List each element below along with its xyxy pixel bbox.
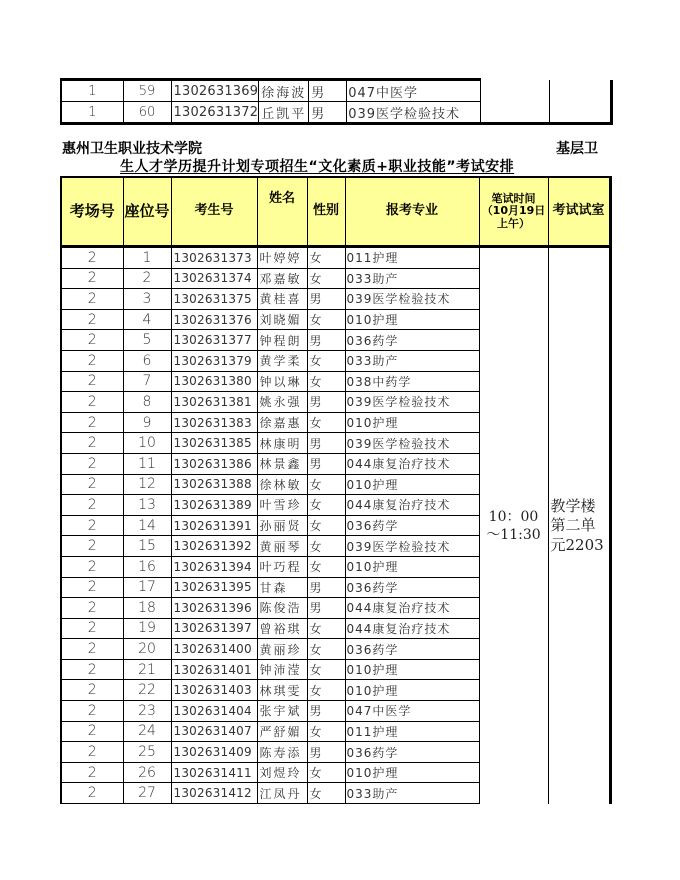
student-name: 陈寿添: [257, 742, 307, 763]
exam-id: 1302631401: [171, 659, 257, 680]
student-name: 林康明: [257, 433, 307, 454]
gender: 女: [307, 536, 345, 557]
exam-id: 1302631409: [171, 742, 257, 763]
seat-number: 60: [123, 102, 171, 124]
exam-room-line: 第二单: [550, 516, 596, 535]
student-name: 丘凯平: [259, 102, 309, 124]
header-seat: 座位号: [123, 177, 171, 247]
major: 044康复治疗技术: [345, 453, 479, 474]
seat-number: 2: [123, 268, 171, 289]
gender: 男: [307, 289, 345, 310]
exam-time-empty: [481, 102, 550, 124]
exam-id: 1302631395: [171, 577, 257, 598]
exam-room-line: 教学楼: [550, 496, 596, 515]
seat-number: 14: [123, 515, 171, 536]
student-name: 黄丽珍: [257, 639, 307, 660]
seat-number: 23: [123, 701, 171, 722]
room-number: 2: [61, 598, 123, 619]
seat-number: 8: [123, 392, 171, 413]
exam-id: 1302631379: [171, 350, 257, 371]
major: 044康复治疗技术: [345, 598, 479, 619]
major: 033助产: [345, 350, 479, 371]
gender: 男: [307, 598, 345, 619]
student-name: 叶巧程: [257, 556, 307, 577]
student-name: 徐嘉惠: [257, 412, 307, 433]
seat-number: 25: [123, 742, 171, 763]
seat-number: 22: [123, 680, 171, 701]
gender: 女: [307, 515, 345, 536]
room-number: 2: [61, 783, 123, 804]
exam-id: 1302631381: [171, 392, 257, 413]
exam-id: 1302631383: [171, 412, 257, 433]
major: 033助产: [345, 783, 479, 804]
table-row: [61, 80, 612, 102]
seat-number: 5: [123, 330, 171, 351]
exam-id: 1302631392: [171, 536, 257, 557]
header-time-line-1: 笔试时间: [491, 191, 536, 205]
gender: 女: [307, 412, 345, 433]
header-exam-time: [479, 177, 548, 247]
exam-id: 1302631385: [171, 433, 257, 454]
header-exam-room: 考试试室: [548, 177, 610, 247]
room-number: 2: [61, 639, 123, 660]
exam-room-empty: [550, 102, 612, 124]
student-name: 张宇斌: [257, 701, 307, 722]
room-number: 2: [61, 412, 123, 433]
table-row: [61, 247, 610, 269]
student-name: 叶婷婷: [257, 247, 307, 269]
student-name: 林景鑫: [257, 453, 307, 474]
major: 010护理: [345, 762, 479, 783]
exam-id: 1302631372: [171, 102, 259, 124]
previous-room-table: [60, 78, 613, 125]
room-number: 2: [61, 680, 123, 701]
gender: 女: [307, 350, 345, 371]
gender: 男: [307, 577, 345, 598]
room-number: 2: [61, 371, 123, 392]
exam-id: 1302631397: [171, 618, 257, 639]
major: 033助产: [345, 268, 479, 289]
student-name: 林琪雯: [257, 680, 307, 701]
gender: 男: [307, 453, 345, 474]
exam-id: 1302631375: [171, 289, 257, 310]
table-header-row: [61, 177, 610, 247]
student-name: 黄桂喜: [257, 289, 307, 310]
major: 011护理: [345, 247, 479, 269]
seat-number: 7: [123, 371, 171, 392]
room-number: 2: [61, 577, 123, 598]
student-name: 钟沛滢: [257, 659, 307, 680]
seat-number: 4: [123, 309, 171, 330]
gender: 女: [307, 762, 345, 783]
seat-number: 27: [123, 783, 171, 804]
major: 010护理: [345, 474, 479, 495]
room-number: 2: [61, 392, 123, 413]
seat-number: 10: [123, 433, 171, 454]
exam-room-line: 元2203: [550, 535, 604, 554]
room-number: 2: [61, 289, 123, 310]
gender: 女: [307, 783, 345, 804]
exam-id: 1302631411: [171, 762, 257, 783]
gender: 男: [307, 742, 345, 763]
major: 047中医学: [345, 701, 479, 722]
gender: 女: [307, 247, 345, 269]
room-number: 1: [61, 102, 123, 124]
room-number: 2: [61, 268, 123, 289]
header-time-line-2: （10月19日: [481, 204, 546, 218]
header-name: 姓名: [257, 177, 307, 247]
exam-time-line: ～11:30: [486, 526, 541, 543]
gender: 女: [307, 618, 345, 639]
exam-room-cell: [548, 247, 610, 804]
major: 039医学检验技术: [347, 102, 481, 124]
room-number: 2: [61, 247, 123, 269]
room-number: 2: [61, 330, 123, 351]
title-right-fragment: 基层卫: [556, 141, 598, 157]
gender: 女: [307, 721, 345, 742]
gender: 女: [307, 474, 345, 495]
exam-id: 1302631407: [171, 721, 257, 742]
seat-number: 24: [123, 721, 171, 742]
seat-number: 15: [123, 536, 171, 557]
exam-id: 1302631400: [171, 639, 257, 660]
room-number: 2: [61, 762, 123, 783]
room-number: 2: [61, 350, 123, 371]
student-name: 曾裕琪: [257, 618, 307, 639]
student-name: 叶雪珍: [257, 495, 307, 516]
exam-id: 1302631386: [171, 453, 257, 474]
major: 010护理: [345, 659, 479, 680]
room-number: 2: [61, 515, 123, 536]
room-number: 2: [61, 721, 123, 742]
exam-id: 1302631394: [171, 556, 257, 577]
exam-id: 1302631380: [171, 371, 257, 392]
room-number: 2: [61, 309, 123, 330]
seat-number: 12: [123, 474, 171, 495]
gender: 男: [309, 80, 347, 102]
gender: 男: [307, 433, 345, 454]
exam-id: 1302631396: [171, 598, 257, 619]
student-name: 江凤丹: [257, 783, 307, 804]
room-number: 2: [61, 742, 123, 763]
room-number: 2: [61, 433, 123, 454]
seat-number: 3: [123, 289, 171, 310]
room-number: 2: [61, 474, 123, 495]
room-number: 2: [61, 495, 123, 516]
exam-id: 1302631388: [171, 474, 257, 495]
room-number: 2: [61, 536, 123, 557]
major: 010护理: [345, 680, 479, 701]
student-name: 刘煜玲: [257, 762, 307, 783]
gender: 女: [307, 659, 345, 680]
exam-id: 1302631403: [171, 680, 257, 701]
student-name: 甘森: [257, 577, 307, 598]
major: 038中药学: [345, 371, 479, 392]
exam-id: 1302631391: [171, 515, 257, 536]
seat-number: 6: [123, 350, 171, 371]
exam-id: 1302631373: [171, 247, 257, 269]
gender: 女: [307, 371, 345, 392]
room-number: 2: [61, 453, 123, 474]
exam-room-empty: [550, 80, 612, 102]
school-title: 惠州卫生职业技术学院: [62, 141, 202, 157]
seat-number: 21: [123, 659, 171, 680]
student-name: 钟以琳: [257, 371, 307, 392]
gender: 女: [307, 639, 345, 660]
table-row: [61, 102, 612, 124]
major: 039医学检验技术: [345, 536, 479, 557]
room-number: 1: [61, 80, 123, 102]
major: 044康复治疗技术: [345, 495, 479, 516]
exam-id: 1302631404: [171, 701, 257, 722]
exam-time-empty: [481, 80, 550, 102]
major: 010护理: [345, 556, 479, 577]
student-name: 邓嘉敏: [257, 268, 307, 289]
major: 036药学: [345, 742, 479, 763]
major: 010护理: [345, 412, 479, 433]
student-name: 徐林敏: [257, 474, 307, 495]
major: 011护理: [345, 721, 479, 742]
major: 036药学: [345, 330, 479, 351]
seat-number: 59: [123, 80, 171, 102]
seat-number: 16: [123, 556, 171, 577]
seat-number: 20: [123, 639, 171, 660]
header-room: 考场号: [61, 177, 123, 247]
major: 036药学: [345, 515, 479, 536]
gender: 男: [307, 392, 345, 413]
header-major: 报考专业: [345, 177, 479, 247]
gender: 男: [309, 102, 347, 124]
gender: 女: [307, 268, 345, 289]
seat-number: 1: [123, 247, 171, 269]
room-number: 2: [61, 556, 123, 577]
student-name: 徐海波: [259, 80, 309, 102]
major: 039医学检验技术: [345, 289, 479, 310]
seat-number: 13: [123, 495, 171, 516]
major: 039医学检验技术: [345, 392, 479, 413]
major: 036药学: [345, 577, 479, 598]
major: 044康复治疗技术: [345, 618, 479, 639]
student-name: 陈俊浩: [257, 598, 307, 619]
exam-id: 1302631412: [171, 783, 257, 804]
seat-number: 11: [123, 453, 171, 474]
gender: 男: [307, 701, 345, 722]
gender: 女: [307, 495, 345, 516]
seat-number: 17: [123, 577, 171, 598]
major: 010护理: [345, 309, 479, 330]
gender: 女: [307, 309, 345, 330]
student-name: 孙丽贤: [257, 515, 307, 536]
exam-id: 1302631389: [171, 495, 257, 516]
header-exam-id: 考生号: [171, 177, 257, 247]
exam-time-line: 10：00: [488, 508, 539, 525]
student-name: 刘晓媚: [257, 309, 307, 330]
header-gender: 性别: [307, 177, 345, 247]
exam-id: 1302631369: [171, 80, 259, 102]
student-name: 姚永强: [257, 392, 307, 413]
exam-id: 1302631377: [171, 330, 257, 351]
major: 039医学检验技术: [345, 433, 479, 454]
gender: 女: [307, 680, 345, 701]
room-number: 2: [61, 701, 123, 722]
exam-id: 1302631376: [171, 309, 257, 330]
gender: 女: [307, 556, 345, 577]
exam-time-cell: [479, 247, 548, 804]
seat-number: 19: [123, 618, 171, 639]
room-number: 2: [61, 659, 123, 680]
student-name: 黄丽琴: [257, 536, 307, 557]
seat-number: 9: [123, 412, 171, 433]
student-name: 严舒媚: [257, 721, 307, 742]
student-name: 黄学柔: [257, 350, 307, 371]
seat-number: 18: [123, 598, 171, 619]
major: 036药学: [345, 639, 479, 660]
gender: 男: [307, 330, 345, 351]
exam-arrangement-table: [60, 176, 612, 804]
seat-number: 26: [123, 762, 171, 783]
student-name: 钟程朗: [257, 330, 307, 351]
header-time-line-3: 上午）: [497, 216, 530, 230]
exam-id: 1302631374: [171, 268, 257, 289]
major: 047中医学: [347, 80, 481, 102]
exam-schedule-title: 生人才学历提升计划专项招生“文化素质+职业技能”考试安排: [120, 159, 515, 175]
room-number: 2: [61, 618, 123, 639]
